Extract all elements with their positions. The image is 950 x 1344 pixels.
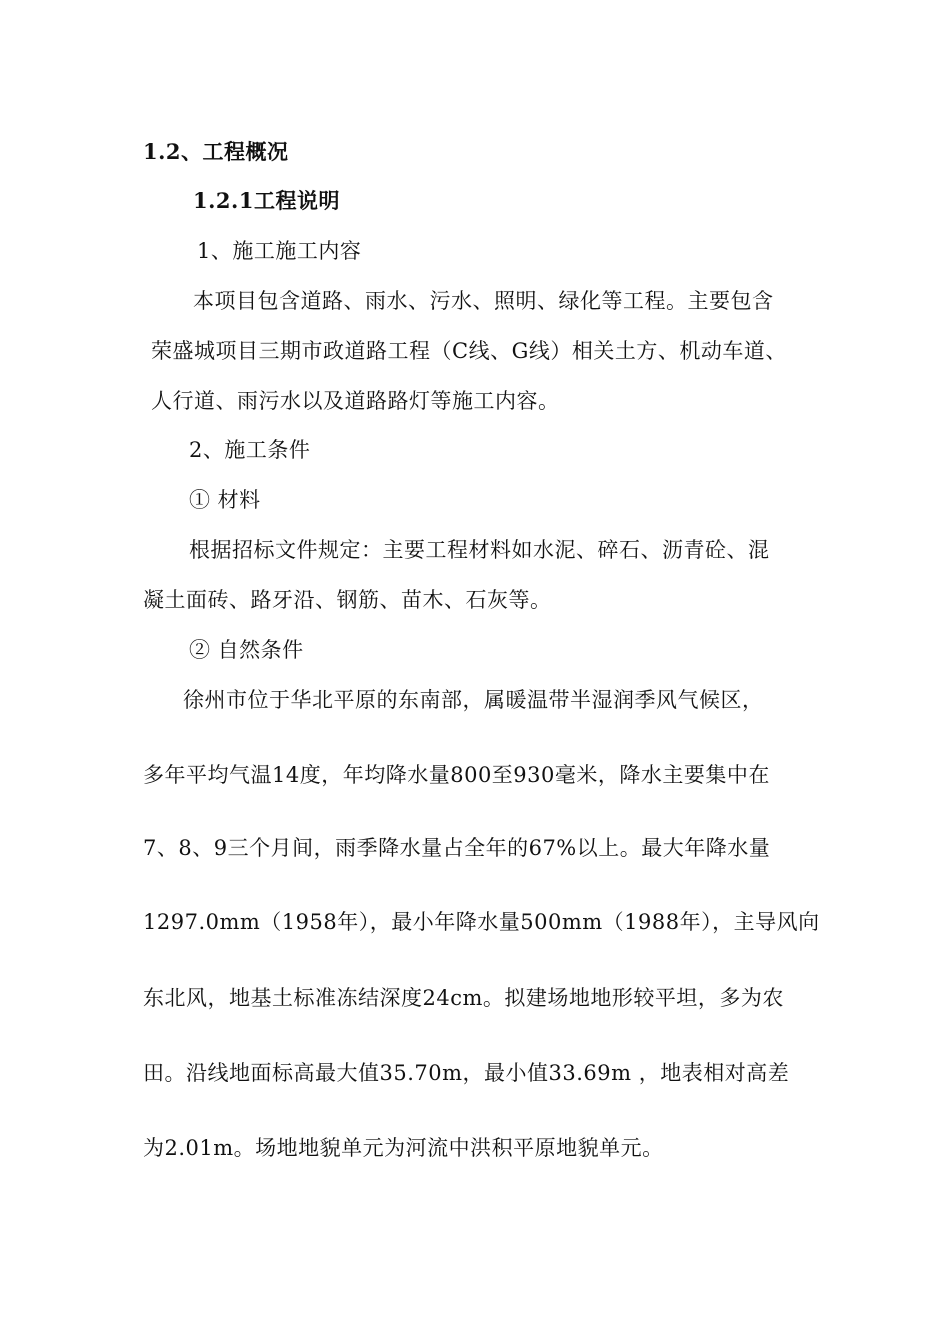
paragraph-line: 人行道、雨污水以及道路路灯等施工内容。 — [151, 389, 560, 413]
paragraph-line: 田。沿线地面标高最大值35.70m，最小值33.69m ，地表相对高差 — [143, 1061, 790, 1085]
subsection-heading: 1.2.1工程说明 — [193, 188, 340, 213]
paragraph-line: 徐州市位于华北平原的东南部，属暖温带半湿润季风气候区， — [183, 688, 764, 712]
paragraph-line: 1297.0mm（1958年），最小年降水量500mm（1988年），主导风向 — [143, 910, 820, 934]
paragraph-line: 多年平均气温14度，年均降水量800至930毫米，降水主要集中在 — [143, 763, 770, 787]
paragraph-line: 凝土面砖、路牙沿、钢筋、苗木、石灰等。 — [143, 588, 552, 612]
paragraph-line: 7、8、9三个月间，雨季降水量占全年的67%以上。最大年降水量 — [143, 836, 771, 860]
item-title-construction-content: 1、施工施工内容 — [197, 239, 362, 263]
paragraph-line: 本项目包含道路、雨水、污水、照明、绿化等工程。主要包含 — [193, 289, 774, 313]
paragraph-line: 荣盛城项目三期市政道路工程（C线、G线）相关土方、机动车道、 — [151, 339, 787, 363]
paragraph-line: 根据招标文件规定：主要工程材料如水泥、碎石、沥青砼、混 — [189, 538, 770, 562]
item-title-construction-conditions: 2、施工条件 — [189, 438, 311, 462]
section-heading: 1.2、工程概况 — [143, 139, 289, 164]
paragraph-line: 东北风，地基土标准冻结深度24cm。拟建场地地形较平坦，多为农 — [143, 986, 784, 1010]
subitem-title-materials: ① 材料 — [189, 488, 261, 512]
paragraph-line: 为2.01m。场地地貌单元为河流中洪积平原地貌单元。 — [143, 1136, 664, 1160]
subitem-title-natural-conditions: ② 自然条件 — [189, 638, 304, 662]
